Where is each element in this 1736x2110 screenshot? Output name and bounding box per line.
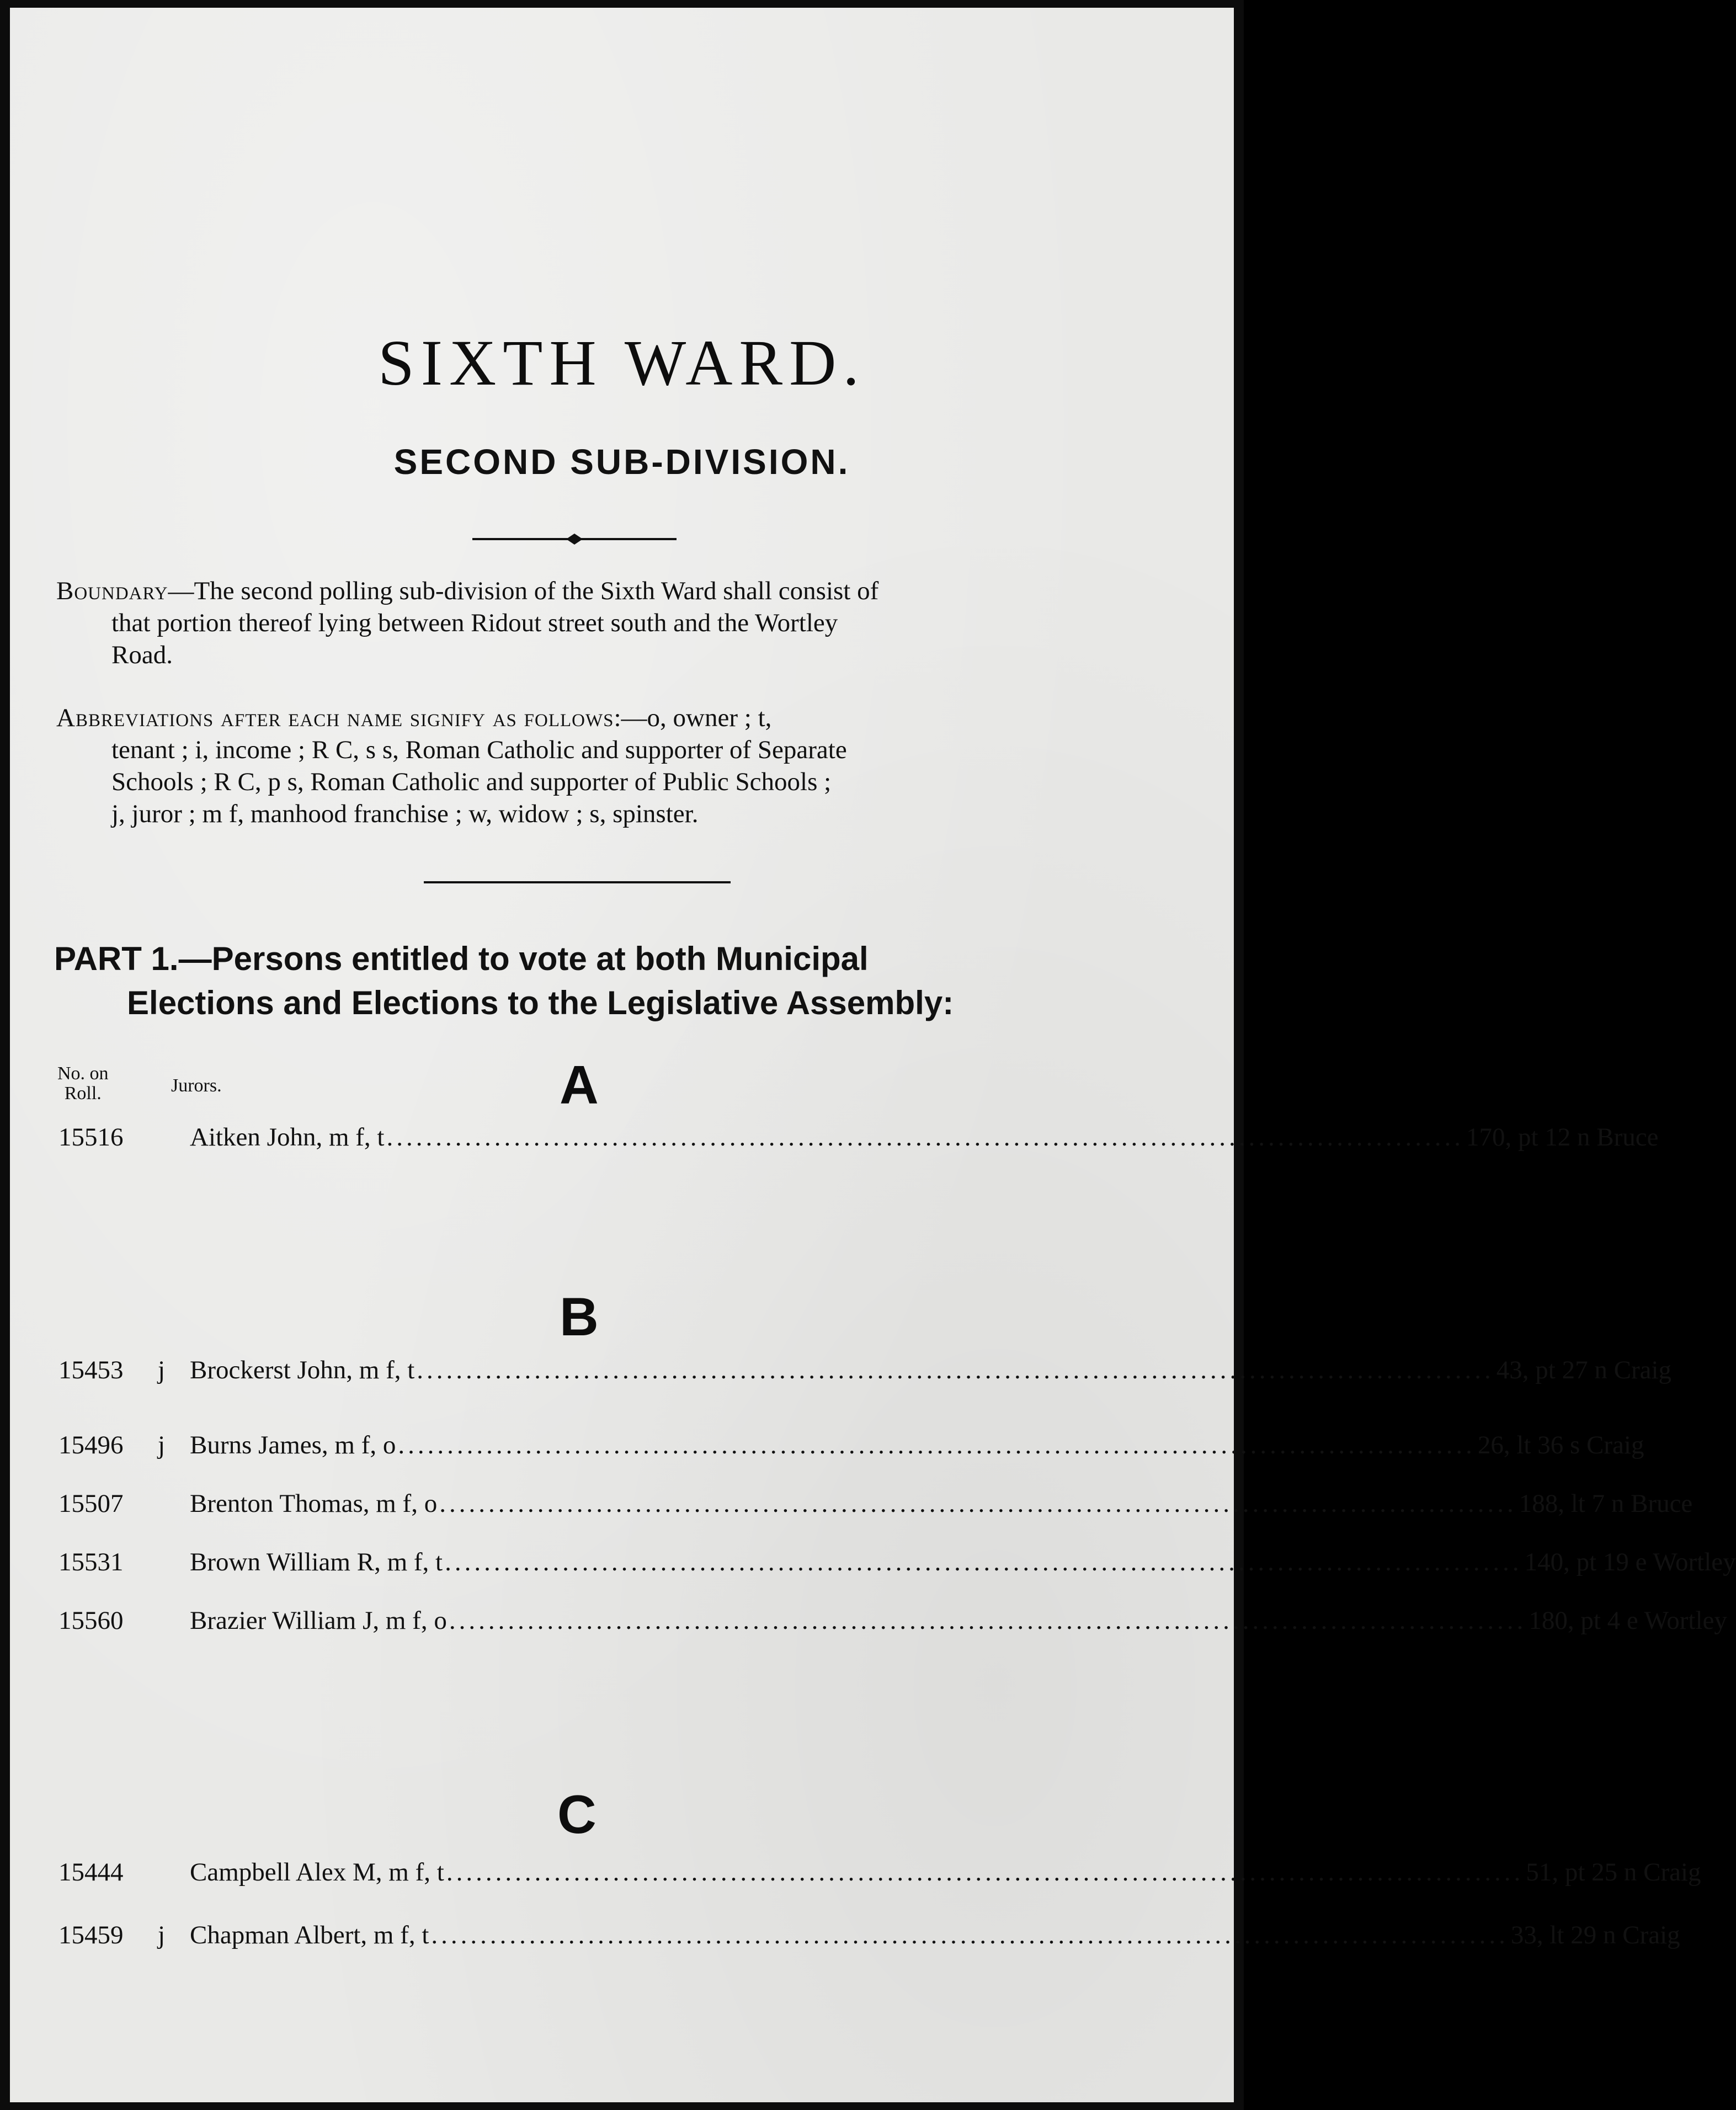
dot-leader: .............................................................................................................. (449, 1606, 1527, 1635)
roll-number: 15496 (58, 1431, 124, 1459)
table-row (58, 1353, 1672, 1387)
abbreviations-paragraph (56, 702, 1099, 830)
page-subtitle: SECOND SUB-DIVISION. (393, 442, 850, 482)
table-row (58, 1918, 1680, 1952)
dot-leader: .............................................................................................................. (446, 1858, 1524, 1887)
table-row (58, 1855, 1701, 1889)
boundary-line-3: Road. (111, 641, 173, 669)
juror-mark: j (158, 1356, 166, 1384)
dot-leader: .............................................................................................................. (417, 1356, 1494, 1384)
roll-number: 15516 (58, 1123, 124, 1152)
voter-address: 33, lt 29 n Craig (1510, 1921, 1680, 1949)
voter-address: 180, pt 4 e Wortley (1529, 1606, 1727, 1635)
jurors-column-header: Jurors. (171, 1075, 222, 1096)
part-heading-line-2: Elections and Elections to the Legislative Assembly: (127, 984, 954, 1021)
part-heading (54, 937, 1108, 1025)
table-row (58, 1120, 1659, 1154)
abbreviations-line-3: Schools ; R C, p s, Roman Catholic and supporter of Public Schools ; (111, 768, 832, 796)
roll-column-header (57, 1064, 109, 1104)
abbreviations-line-4: j, juror ; m f, manhood franchise ; w, widow ; s, spinster. (111, 800, 699, 828)
roll-number: 15507 (58, 1489, 124, 1518)
voter-name: Burns James, m f, o (190, 1431, 396, 1459)
section-rule (424, 881, 731, 883)
voter-name: Brenton Thomas, m f, o (190, 1489, 438, 1518)
voter-address: 43, pt 27 n Craig (1496, 1356, 1672, 1384)
voter-name: Campbell Alex M, m f, t (190, 1858, 444, 1887)
dot-leader: .............................................................................................................. (386, 1123, 1464, 1152)
scan-edge-bottom (0, 2102, 1244, 2110)
roll-number: 15444 (58, 1858, 124, 1887)
dot-leader: .............................................................................................................. (445, 1548, 1522, 1576)
scan-edge-left (0, 0, 10, 2110)
boundary-lead: Boundary (56, 577, 168, 605)
voter-address: 51, pt 25 n Craig (1526, 1858, 1701, 1887)
section-letter-b: B (560, 1286, 599, 1347)
voter-address: 26, lt 36 s Craig (1477, 1431, 1644, 1459)
boundary-line-2: that portion thereof lying between Ridout street south and the Wortley (111, 609, 838, 637)
roll-number: 15560 (58, 1606, 124, 1635)
abbreviations-lead: Abbreviations after each name signify as follows (56, 704, 614, 732)
abbreviations-line-1: :—o, owner ; t, (614, 704, 772, 732)
page-title: SIXTH WARD. (378, 327, 866, 399)
dot-leader: .............................................................................................................. (398, 1431, 1476, 1459)
boundary-paragraph (56, 575, 1099, 671)
voter-name: Brown William R, m f, t (190, 1548, 443, 1576)
scan-edge-top (0, 0, 1244, 8)
dot-leader: .............................................................................................................. (439, 1489, 1517, 1518)
roll-column-header-line-1: No. on (57, 1063, 109, 1084)
table-row (58, 1545, 1736, 1579)
roll-number: 15459 (58, 1921, 124, 1949)
section-letter-c: C (557, 1784, 597, 1845)
part-heading-line-1: PART 1.—Persons entitled to vote at both Municipal (54, 940, 869, 977)
boundary-line-1: —The second polling sub-division of the Sixth Ward shall consist of (168, 577, 879, 605)
scan-edge-right (1234, 0, 1244, 2110)
roll-number: 15531 (58, 1548, 124, 1576)
roll-column-header-line-2: Roll. (64, 1083, 102, 1104)
roll-number: 15453 (58, 1356, 124, 1384)
voter-address: 188, lt 7 n Bruce (1519, 1489, 1693, 1518)
juror-mark: j (158, 1431, 166, 1459)
voter-name: Brazier William J, m f, o (190, 1606, 447, 1635)
table-row (58, 1428, 1644, 1462)
abbreviations-line-2: tenant ; i, income ; R C, s s, Roman Catholic and supporter of Separate (111, 736, 847, 764)
voter-address: 170, pt 12 n Bruce (1466, 1123, 1659, 1152)
juror-mark: j (158, 1921, 166, 1949)
voter-name: Aitken John, m f, t (190, 1123, 385, 1152)
table-row (58, 1486, 1693, 1521)
ornament-divider (472, 531, 677, 547)
table-row (58, 1603, 1727, 1638)
voter-name: Brockerst John, m f, t (190, 1356, 415, 1384)
voter-address: 140, pt 19 e Wortley (1524, 1548, 1736, 1576)
dot-leader: .............................................................................................................. (431, 1921, 1509, 1949)
section-letter-a: A (560, 1054, 599, 1115)
voter-name: Chapman Albert, m f, t (190, 1921, 429, 1949)
